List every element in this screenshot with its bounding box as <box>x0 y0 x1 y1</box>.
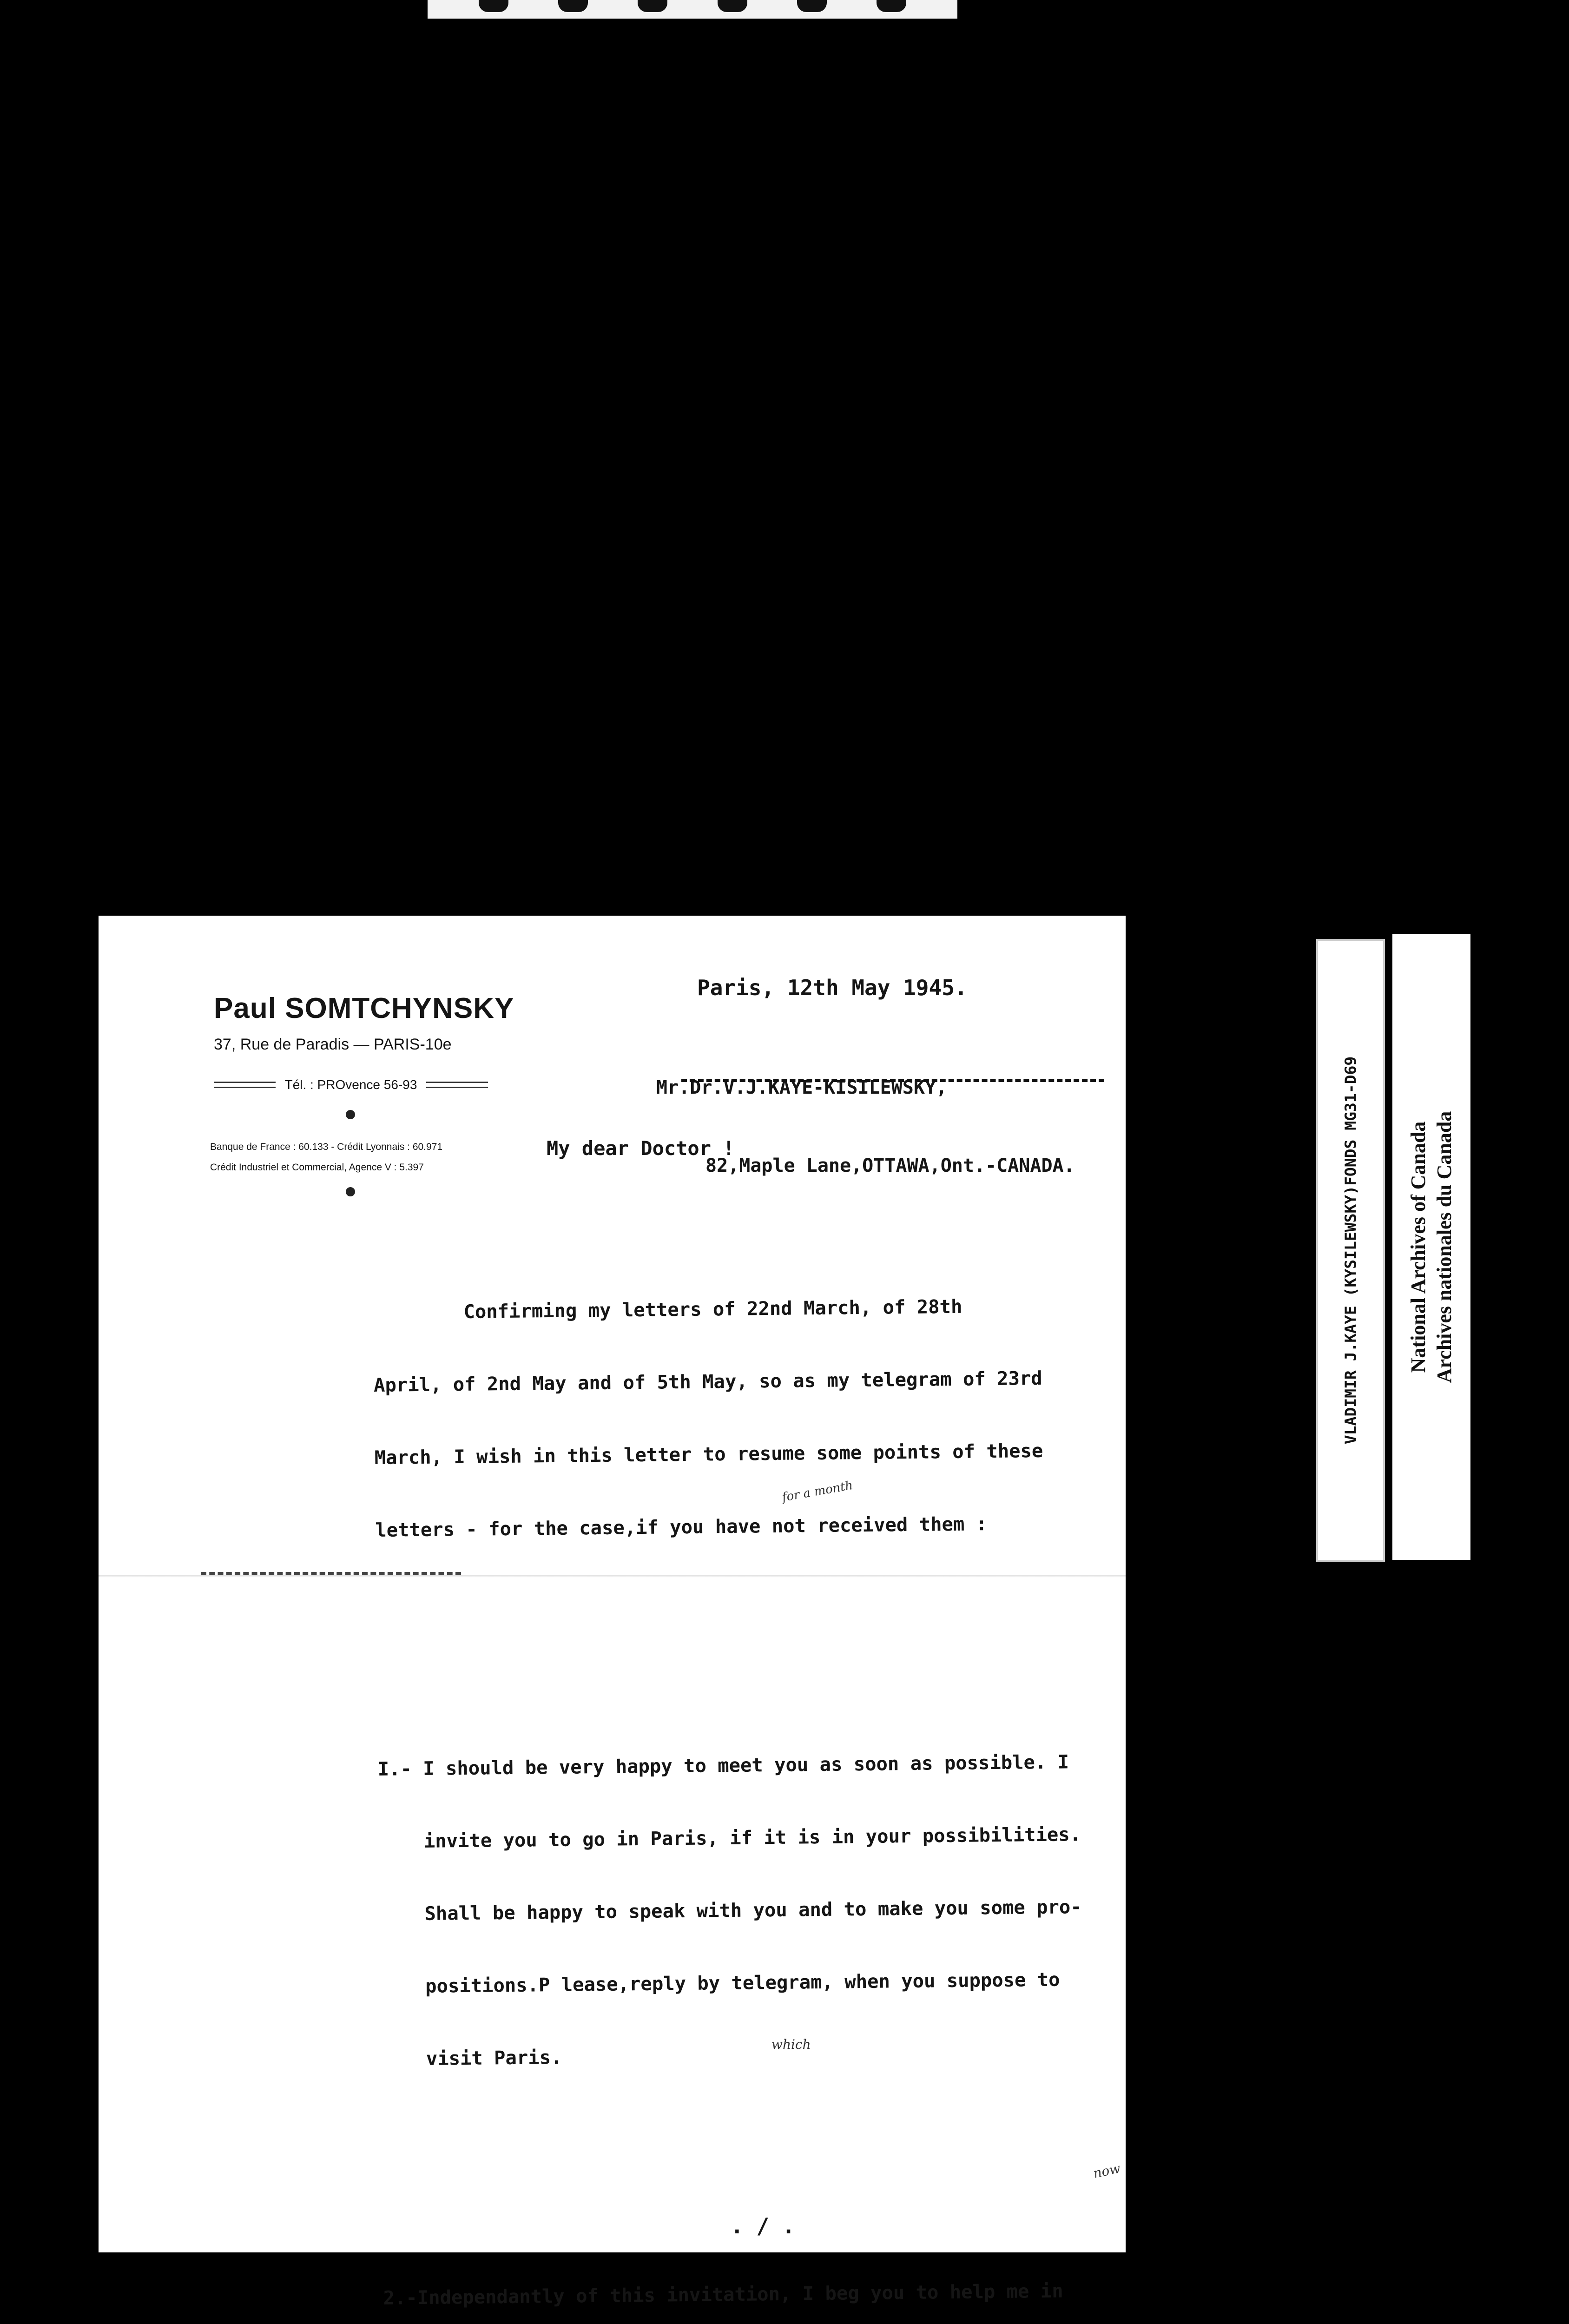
letterhead-address: 37, Rue de Paradis — PARIS-10e <box>214 1036 452 1053</box>
fonds-label-text: VLADIMIR J.KAYE (KYSILEWSKY)FONDS MG31-D69 <box>1341 1056 1360 1445</box>
bullet-dot-icon <box>346 1187 355 1196</box>
text-line: letters - for the case,if you have not received them : <box>375 1512 988 1541</box>
text-line: positions.P lease,reply by telegram, when you suppose to <box>380 1968 1060 1998</box>
letterhead-phone-row <box>214 1077 488 1092</box>
text-line: visit Paris. <box>381 2046 562 2070</box>
archives-label <box>1392 934 1470 1560</box>
text-line: Shall be happy to speak with you and to make you some pro- <box>379 1895 1082 1925</box>
paragraph-point-2 <box>382 2230 1142 2324</box>
archives-label-text <box>1405 1111 1457 1383</box>
letterhead-bank-details <box>210 1137 442 1178</box>
bullet-dot-icon <box>346 1110 355 1119</box>
paragraph-intro <box>372 1244 1124 1591</box>
address-underline <box>681 1079 1104 1082</box>
text-line: invite you to go in Paris, if it is in your possibilities. <box>378 1823 1081 1853</box>
archives-label-line: National Archives of Canada <box>1407 1121 1430 1373</box>
decorative-rule <box>426 1082 488 1088</box>
handwritten-annotation: which <box>771 2037 811 2052</box>
salutation: My dear Doctor ! <box>547 1137 735 1160</box>
letterhead-phone: Tél. : PROvence 56-93 <box>284 1077 417 1092</box>
addressee-line: Mr.Dr.V.J.KAYE-KISILEWSKY, <box>656 1077 948 1098</box>
text-line: Confirming my letters of 22nd March, of 28th <box>373 1295 962 1324</box>
addressee-line: 82,Maple Lane,OTTAWA,Ont.-CANADA. <box>705 1155 1075 1176</box>
fonds-label <box>1316 939 1385 1562</box>
handwritten-annotation: now <box>1092 2160 1122 2181</box>
letter-page <box>99 916 1126 2309</box>
text-line: I.- I should be very happy to meet you as soon as possible. I <box>377 1750 1069 1780</box>
text-line: March, I wish in this letter to resume some points of these <box>374 1439 1043 1469</box>
text-line: 2.-Independantly of this invitation, I beg you to help me in <box>383 2279 1063 2309</box>
bank-line: Crédit Industriel et Commercial, Agence V : 5.397 <box>210 1162 424 1173</box>
decorative-rule <box>214 1082 276 1088</box>
letter-date: Paris, 12th May 1945. <box>697 975 968 1000</box>
letterhead-name: Paul SOMTCHYNSKY <box>214 992 514 1024</box>
archives-label-line: Archives nationales du Canada <box>1433 1111 1456 1383</box>
text-line: April, of 2nd May and of 5th May, so as my telegram of 23rd <box>373 1367 1042 1396</box>
bank-line: Banque de France : 60.133 - Crédit Lyonnais : 60.971 <box>210 1142 443 1152</box>
continuation-mark: . / . <box>731 2213 795 2238</box>
handwritten-annotation: for a month <box>781 1478 854 1505</box>
film-frame-marker <box>428 0 957 19</box>
letter-body <box>372 1196 1157 2324</box>
paragraph-point-1 <box>377 1701 1129 2119</box>
